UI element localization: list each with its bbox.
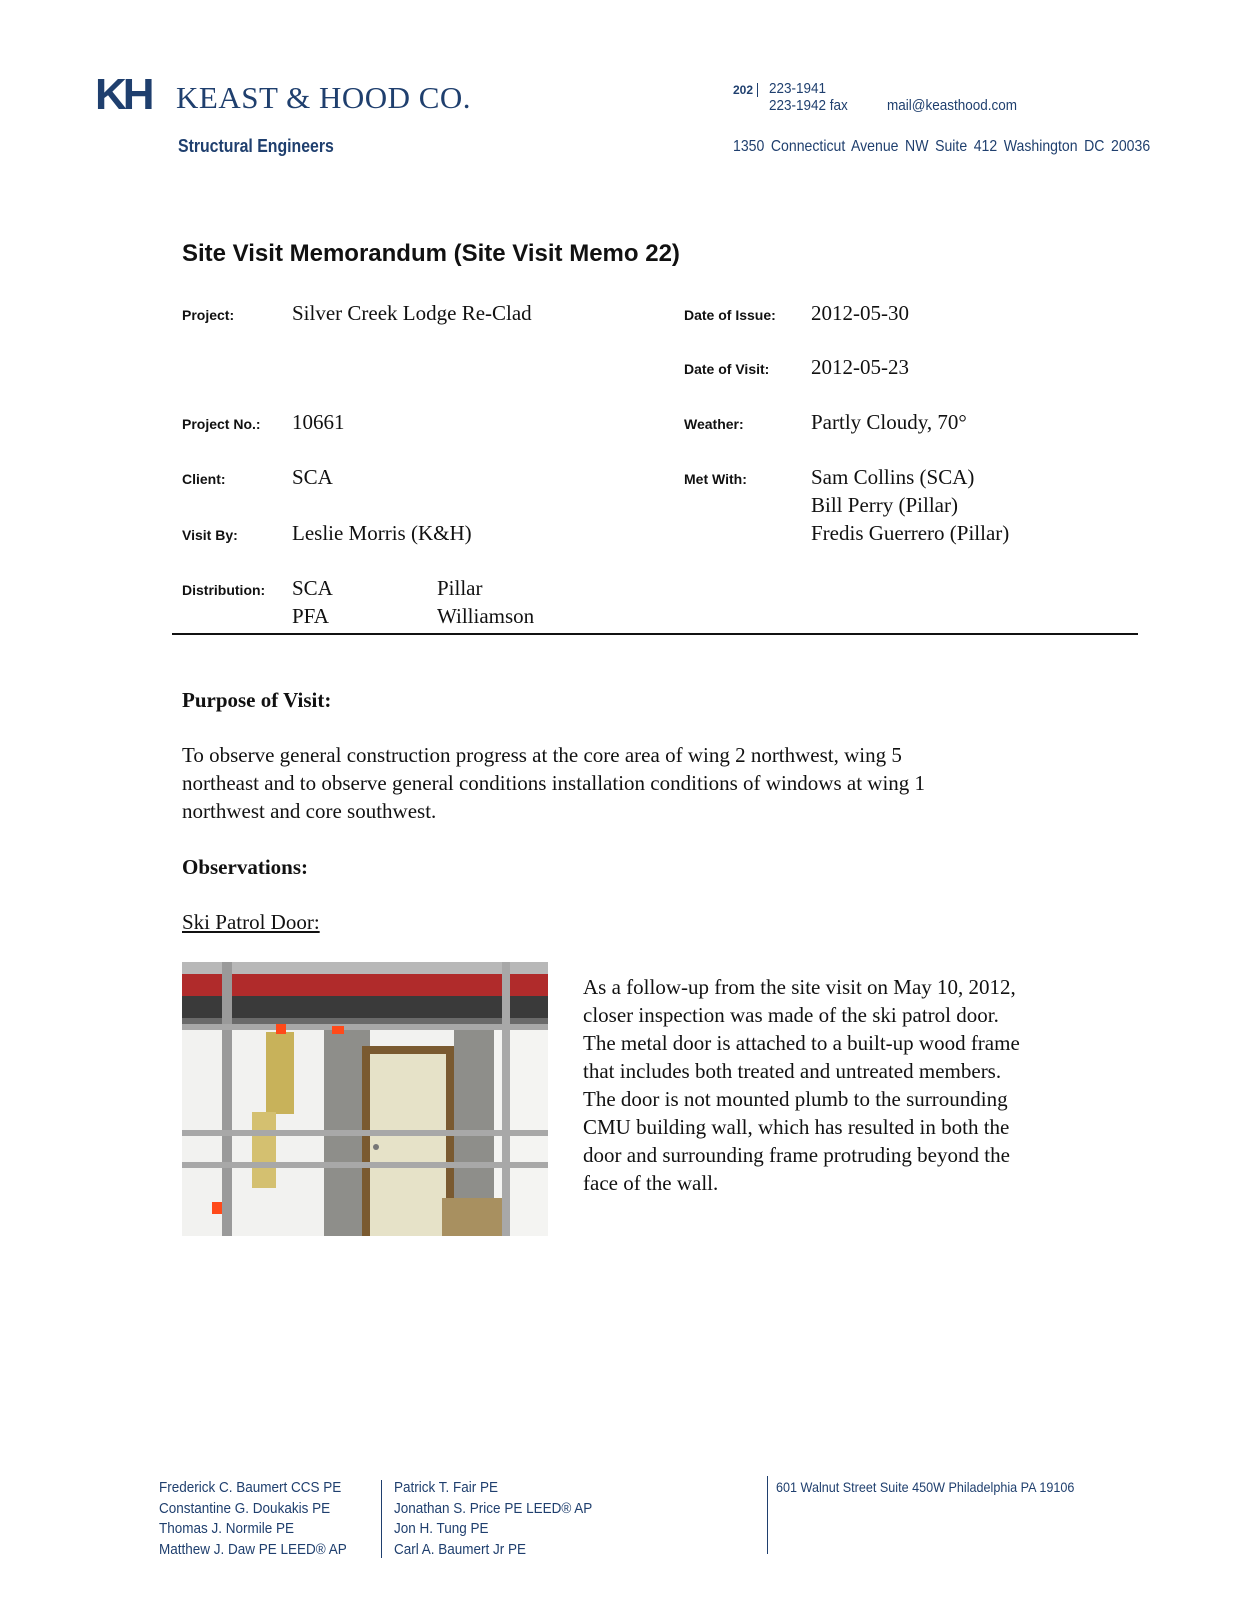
footer-divider	[381, 1480, 382, 1558]
principal-name: Thomas J. Normile PE	[159, 1520, 295, 1537]
observation-line: face of the wall.	[583, 1171, 719, 1195]
distribution-item: Pillar	[437, 576, 483, 600]
purpose-line: To observe general construction progress at the core area of wing 2 northwest, wing 5	[182, 743, 902, 767]
observation-line: that includes both treated and untreated members.	[583, 1059, 1002, 1083]
observations-heading: Observations:	[182, 855, 308, 879]
photo-illustration	[182, 962, 548, 1236]
footer-address-divider	[767, 1476, 768, 1554]
client-label: Client:	[182, 471, 226, 487]
distribution-item: Williamson	[437, 604, 535, 628]
office-address: 1350 Connecticut Avenue NW Suite 412 Washington DC 20036	[733, 138, 1151, 155]
distribution-item: PFA	[292, 604, 329, 628]
observation-line: The door is not mounted plumb to the surrounding	[583, 1087, 1008, 1111]
purpose-heading: Purpose of Visit:	[182, 688, 332, 712]
ski-patrol-door-photo	[182, 962, 548, 1236]
phone-area-code: 202	[733, 83, 754, 97]
purpose-line: northeast and to observe general conditions installation conditions of windows at wing 1	[182, 771, 926, 795]
observation-paragraph	[583, 973, 1103, 1197]
project-no-value: 10661	[292, 410, 345, 434]
observation-line: closer inspection was made of the ski patrol door.	[583, 1003, 999, 1027]
project-value: Silver Creek Lodge Re-Clad	[292, 301, 532, 325]
distribution-label: Distribution:	[182, 582, 266, 598]
weather-value: Partly Cloudy, 70°	[811, 410, 967, 434]
principal-name: Jon H. Tung PE	[394, 1520, 489, 1537]
visit-by-label: Visit By:	[182, 527, 238, 543]
observation-line: As a follow-up from the site visit on May 10, 2012,	[583, 975, 1016, 999]
date-of-visit-label: Date of Visit:	[684, 361, 770, 377]
client-value: SCA	[292, 465, 333, 489]
observation-line: CMU building wall, which has resulted in both the	[583, 1115, 1010, 1139]
principal-name: Matthew J. Daw PE LEED® AP	[159, 1540, 347, 1558]
principal-name: Carl A. Baumert Jr PE	[394, 1540, 527, 1558]
weather-label: Weather:	[684, 416, 744, 432]
principal-name: Constantine G. Doukakis PE	[159, 1499, 331, 1517]
company-name: KEAST & HOOD CO.	[176, 80, 472, 115]
project-label: Project:	[182, 307, 235, 323]
company-logo-mark: KH	[95, 70, 151, 119]
email-address: mail@keasthood.com	[887, 97, 1018, 114]
project-no-label: Project No.:	[182, 416, 261, 432]
principal-name: Frederick C. Baumert CCS PE	[159, 1479, 342, 1496]
principals-list-right	[394, 1478, 592, 1560]
memo-title: Site Visit Memorandum (Site Visit Memo 22)	[182, 240, 680, 267]
purpose-line: northwest and core southwest.	[182, 799, 437, 823]
header-divider	[172, 633, 1138, 635]
branch-address: 601 Walnut Street Suite 450W Philadelphia PA 19106	[776, 1479, 1075, 1495]
date-of-issue-value: 2012-05-30	[811, 301, 909, 325]
phone-number: 223-1941	[769, 80, 827, 97]
principal-name: Patrick T. Fair PE	[394, 1479, 499, 1496]
met-with-person: Fredis Guerrero (Pillar)	[811, 521, 1010, 545]
distribution-item: SCA	[292, 576, 333, 600]
observation-line: door and surrounding frame protruding beyond the	[583, 1143, 1010, 1167]
date-of-visit-value: 2012-05-23	[811, 355, 909, 379]
met-with-person: Sam Collins (SCA)	[811, 465, 975, 489]
principals-list-left	[159, 1478, 347, 1560]
ski-patrol-door-subheading: Ski Patrol Door:	[182, 910, 320, 934]
fax-number: 223-1942 fax	[769, 97, 848, 114]
met-with-person: Bill Perry (Pillar)	[811, 493, 958, 517]
met-with-label: Met With:	[684, 471, 747, 487]
company-tagline: Structural Engineers	[178, 136, 334, 156]
visit-by-value: Leslie Morris (K&H)	[292, 521, 472, 545]
area-code-divider	[757, 83, 758, 97]
principal-name: Jonathan S. Price PE LEED® AP	[394, 1499, 593, 1517]
date-of-issue-label: Date of Issue:	[684, 307, 776, 323]
observation-line: The metal door is attached to a built-up wood frame	[583, 1031, 1020, 1055]
purpose-paragraph	[182, 741, 1082, 825]
